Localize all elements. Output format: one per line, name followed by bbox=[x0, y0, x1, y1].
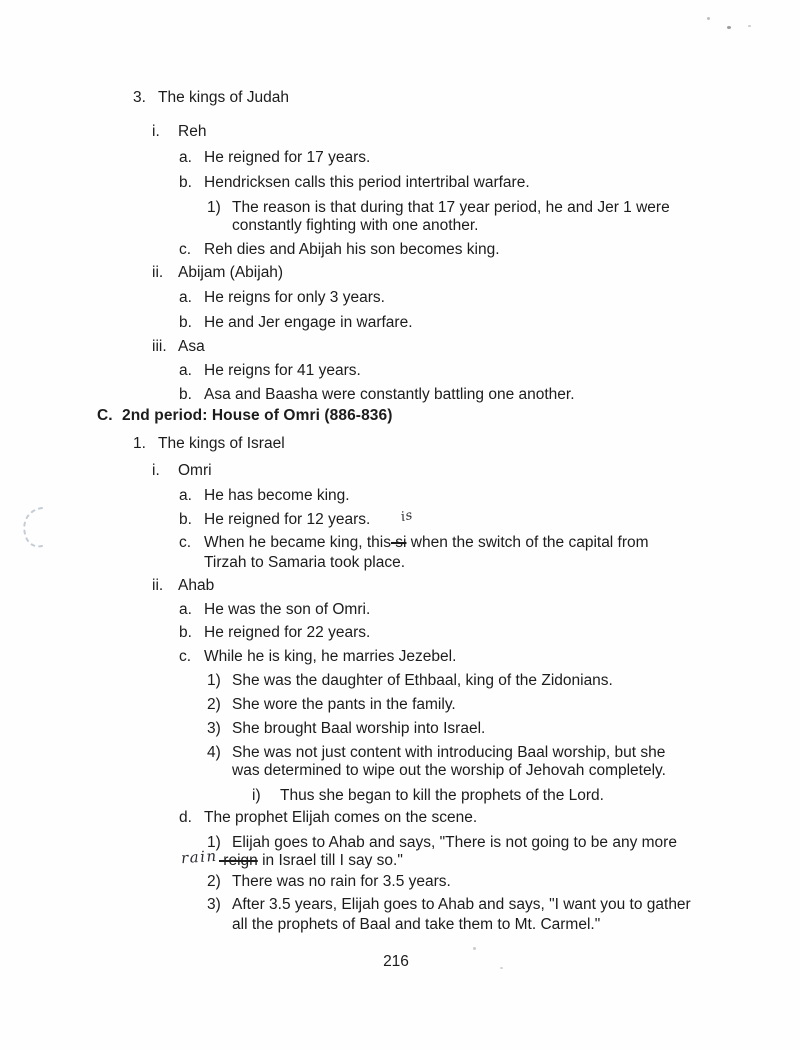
outline-line bbox=[0, 385, 800, 405]
outline-text: He was the son of Omri. bbox=[204, 601, 371, 618]
outline-text: Thus she began to kill the prophets of the Lord. bbox=[280, 787, 604, 804]
outline-line bbox=[0, 743, 800, 763]
text-before-strike: When he became king, this bbox=[204, 534, 391, 551]
scan-speck bbox=[748, 25, 751, 27]
outline-line-continuation bbox=[0, 915, 800, 935]
outline-text: He reigned for 22 years. bbox=[204, 624, 371, 641]
outline-text: She was not just content with introducing Baal worship, but she bbox=[232, 744, 666, 761]
outline-marker: b. bbox=[179, 511, 192, 528]
outline-marker: c. bbox=[179, 648, 192, 665]
outline-text: The kings of Judah bbox=[158, 89, 289, 106]
outline-text: Asa bbox=[178, 338, 205, 355]
outline-text: The reason is that during that 17 year period, he and Jer 1 were bbox=[232, 199, 670, 216]
outline-line bbox=[0, 313, 800, 333]
outline-line bbox=[0, 895, 800, 915]
outline-text: Abijam (Abijah) bbox=[178, 264, 284, 281]
outline-line-continuation bbox=[0, 851, 800, 871]
text-after-strike: in Israel till I say so." bbox=[257, 852, 403, 869]
outline-marker: b. bbox=[179, 314, 192, 331]
outline-marker: iii. bbox=[152, 338, 167, 355]
outline-text: He reigns for 41 years. bbox=[204, 362, 361, 379]
outline-text: Reh dies and Abijah his son becomes king. bbox=[204, 241, 500, 258]
outline-marker: 3) bbox=[207, 720, 221, 737]
outline-line bbox=[0, 695, 800, 715]
outline-line bbox=[0, 808, 800, 828]
outline-line bbox=[0, 337, 800, 357]
outline-line bbox=[0, 623, 800, 643]
outline-text: Elijah goes to Ahab and says, "There is not going to be any more bbox=[232, 834, 677, 851]
outline-line bbox=[0, 434, 800, 454]
outline-line bbox=[0, 88, 800, 108]
outline-text: He reigns for only 3 years. bbox=[204, 289, 385, 306]
scan-speck bbox=[727, 26, 731, 29]
outline-text: While he is king, he marries Jezebel. bbox=[204, 648, 457, 665]
outline-text: He and Jer engage in warfare. bbox=[204, 314, 413, 331]
outline-marker: a. bbox=[179, 149, 192, 166]
outline-text: She wore the pants in the family. bbox=[232, 696, 456, 713]
outline-text: The kings of Israel bbox=[158, 435, 285, 452]
outline-line bbox=[0, 719, 800, 739]
outline-line bbox=[0, 833, 800, 853]
outline-text: There was no rain for 3.5 years. bbox=[232, 873, 451, 890]
outline-marker: a. bbox=[179, 487, 192, 504]
outline-line bbox=[0, 486, 800, 506]
outline-line-continuation bbox=[0, 553, 800, 573]
outline-line bbox=[0, 198, 800, 218]
outline-marker: 1) bbox=[207, 199, 221, 216]
outline-marker: c. bbox=[179, 241, 192, 258]
outline-line bbox=[0, 263, 800, 283]
outline-text: Omri bbox=[178, 462, 212, 479]
outline-text bbox=[204, 533, 649, 552]
outline-text: She was the daughter of Ethbaal, king of the Zidonians. bbox=[232, 672, 613, 689]
outline-marker: b. bbox=[179, 174, 192, 191]
outline-line bbox=[0, 122, 800, 142]
struck-through-text: reign bbox=[219, 852, 258, 869]
outline-marker: 3) bbox=[207, 896, 221, 913]
outline-line bbox=[0, 872, 800, 892]
outline-marker: i. bbox=[152, 462, 160, 479]
outline-text: He reigned for 12 years. bbox=[204, 511, 371, 528]
handwritten-correction-is: is bbox=[399, 507, 415, 526]
outline-text: was determined to wipe out the worship of Jehovah completely. bbox=[232, 762, 666, 779]
outline-text: Tirzah to Samaria took place. bbox=[204, 554, 406, 571]
outline-marker: 1) bbox=[207, 834, 221, 851]
outline-marker: ii. bbox=[152, 264, 164, 281]
scan-speck bbox=[473, 947, 476, 950]
outline-text: He reigned for 17 years. bbox=[204, 149, 371, 166]
outline-line bbox=[0, 576, 800, 596]
outline-marker: b. bbox=[179, 624, 192, 641]
outline-line bbox=[0, 533, 800, 553]
outline-marker: d. bbox=[179, 809, 192, 826]
outline-text: all the prophets of Baal and take them to Mt. Carmel." bbox=[232, 916, 601, 933]
outline-text: The prophet Elijah comes on the scene. bbox=[204, 809, 478, 826]
outline-text: 2nd period: House of Omri (886-836) bbox=[122, 407, 393, 424]
outline-line-continuation bbox=[0, 761, 800, 781]
outline-line bbox=[0, 148, 800, 168]
outline-line-continuation bbox=[0, 216, 800, 236]
outline-marker: 1) bbox=[207, 672, 221, 689]
outline-line bbox=[0, 647, 800, 667]
outline-line bbox=[0, 786, 800, 806]
outline-text bbox=[219, 851, 403, 870]
outline-text: Hendricksen calls this period intertribal warfare. bbox=[204, 174, 530, 191]
text-after-strike: when the switch of the capital from bbox=[406, 534, 649, 551]
outline-marker: a. bbox=[179, 601, 192, 618]
outline-marker: i. bbox=[152, 123, 160, 140]
outline-line bbox=[0, 288, 800, 308]
outline-line bbox=[0, 240, 800, 260]
outline-marker: a. bbox=[179, 289, 192, 306]
outline-marker: 2) bbox=[207, 873, 221, 890]
handwritten-correction-rain: rain bbox=[180, 846, 219, 868]
outline-marker: b. bbox=[179, 386, 192, 403]
outline-marker: c. bbox=[179, 534, 192, 551]
outline-marker: C. bbox=[97, 407, 113, 424]
outline-line bbox=[0, 600, 800, 620]
outline-marker: 1. bbox=[133, 435, 146, 452]
page-number: 216 bbox=[383, 953, 409, 970]
outline-line bbox=[0, 406, 800, 426]
outline-marker: i) bbox=[252, 787, 261, 804]
outline-text: Ahab bbox=[178, 577, 215, 594]
outline-marker: ii. bbox=[152, 577, 164, 594]
outline-text: Reh bbox=[178, 123, 207, 140]
outline-line bbox=[0, 361, 800, 381]
outline-text: She brought Baal worship into Israel. bbox=[232, 720, 486, 737]
struck-through-text: si bbox=[390, 534, 407, 551]
outline-marker: a. bbox=[179, 362, 192, 379]
outline-marker: 4) bbox=[207, 744, 221, 761]
outline-marker: 3. bbox=[133, 89, 146, 106]
outline-line bbox=[0, 461, 800, 481]
outline-line bbox=[0, 671, 800, 691]
outline-line bbox=[0, 173, 800, 193]
scan-speck bbox=[707, 17, 710, 20]
outline-marker: 2) bbox=[207, 696, 221, 713]
outline-text: He has become king. bbox=[204, 487, 350, 504]
outline-text: constantly fighting with one another. bbox=[232, 217, 479, 234]
outline-text: After 3.5 years, Elijah goes to Ahab and says, "I want you to gather bbox=[232, 896, 691, 913]
outline-text: Asa and Baasha were constantly battling one another. bbox=[204, 386, 575, 403]
